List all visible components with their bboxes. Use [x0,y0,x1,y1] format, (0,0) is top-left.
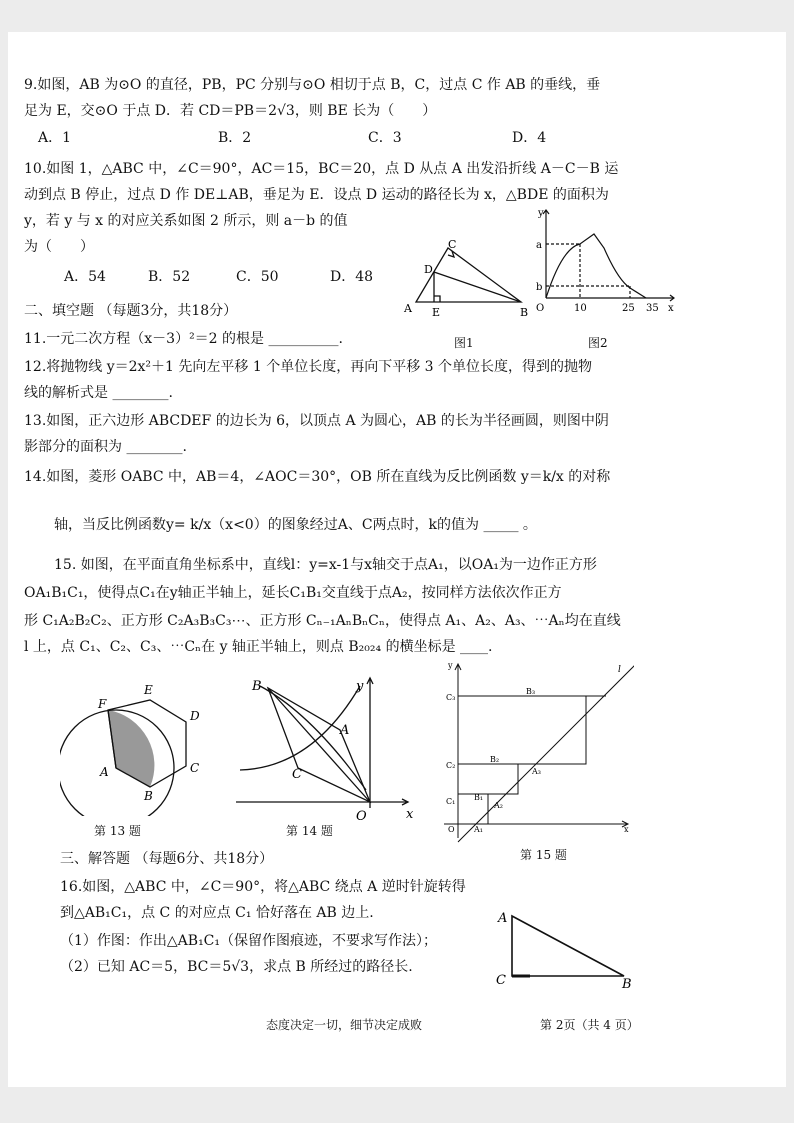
q10-option-d: D．48 [330,269,374,285]
label-x: x [406,807,414,822]
tick-25: 25 [622,303,635,314]
q16-line2: 到△AB₁C₁，点 C 的对应点 C₁ 恰好落在 AB 边上. [60,905,374,921]
q10-option-b: B．52 [148,269,191,285]
label-o: O [448,825,455,834]
q10-fig1-caption: 图1 [454,336,474,350]
label-e: E [144,683,153,697]
q10-option-a: A．54 [64,269,106,285]
q9-option-b: B．2 [218,130,252,146]
q9-line2: 足为 E，交⊙O 于点 D．若 CD＝PB＝2√3，则 BE 长为（ ） [24,103,437,119]
q10-figure1 [396,236,536,328]
label-a-val: a [536,240,542,251]
q11: 11.一元二次方程（x－3）²＝2 的根是 __________. [24,331,343,347]
label-l: l [618,665,621,675]
figure-14 [232,672,422,822]
label-c3: C₃ [446,693,456,702]
label-o: O [356,809,367,822]
q10-figure2 [534,204,680,320]
label-a1: A₁ [474,825,483,834]
q13-line1: 13.如图，正六边形 ABCDEF 的边长为 6，以顶点 A 为圆心，AB 的长为半径画圆，则图中阴 [24,413,609,429]
q9-option-a: A．1 [38,130,72,146]
q12-line2: 线的解析式是 ________. [24,385,173,401]
label-a3: A₃ [532,767,541,776]
section2-heading: 二、填空题 （每题3分，共18分） [24,303,238,319]
q10-line4: 为（ ） [24,239,94,255]
label-f: F [98,697,107,711]
q15-line4: l 上，点 C₁、C₂、C₃、⋯Cₙ在 y 轴正半轴上，则点 B₂₀₂₄ 的横坐标是 ____. [24,639,493,655]
label-e: E [432,306,441,319]
tick-35: 35 [646,303,659,314]
tick-10: 10 [574,303,587,314]
q10-line1: 10.如图 1，△ABC 中，∠C＝90°，AC＝15，BC＝20，点 D 从点 A 出发沿折线 A－C－B 运 [24,161,619,177]
label-b-val: b [536,282,543,293]
label-c: C [292,767,302,782]
q15-line1: 15. 如图，在平面直角坐标系中，直线l：y=x-1与x轴交于点A₁，以OA₁为一边作正方形 [54,557,597,573]
label-c: C [448,238,457,251]
label-d: D [424,263,433,276]
label-y: y [356,679,364,694]
figure-15 [444,656,634,846]
figure-13 [60,676,220,816]
label-b: B [622,977,632,990]
footer-motto: 态度决定一切，细节决定成败 [266,1018,423,1032]
q10-line3: y，若 y 与 x 的对应关系如图 2 所示，则 a－b 的值 [24,213,348,229]
label-origin: O [536,303,545,314]
fig14-caption: 第 14 题 [286,824,333,838]
q12-line1: 12.将抛物线 y＝2x²＋1 先向左平移 1 个单位长度，再向下平移 3 个单位长度，得到的抛物 [24,359,593,375]
label-c: C [496,973,506,988]
label-c2: C₂ [446,761,456,770]
label-b2: B₂ [490,755,500,764]
q10-option-c: C．50 [236,269,279,285]
label-x: x [624,825,629,834]
q9-line1: 9.如图，AB 为⊙O 的直径，PB，PC 分别与⊙O 相切于点 B，C，过点 C 作 AB 的垂线，垂 [24,77,601,93]
q16-part1: （1）作图：作出△AB₁C₁（保留作图痕迹，不要求写作法）； [60,933,438,949]
q9-option-c: C．3 [368,130,402,146]
label-d: D [190,709,200,723]
fig15-caption: 第 15 题 [520,848,567,862]
label-x: x [668,303,674,314]
label-y: y [538,208,544,219]
section3-heading: 三、解答题 （每题6分、共18分） [60,851,274,867]
fig13-caption: 第 13 题 [94,824,141,838]
q16-part2: （2）已知 AC＝5，BC＝5√3，求点 B 所经过的路径长. [60,959,413,975]
label-y: y [448,661,453,670]
label-b3: B₃ [526,687,536,696]
label-b: B [520,306,529,319]
label-b: B [144,789,153,803]
q13-line2: 影部分的面积为 ________. [24,439,187,455]
label-a: A [340,723,350,738]
label-c1: C₁ [446,797,456,806]
q15-line2: OA₁B₁C₁，使得点C₁在y轴正半轴上，延长C₁B₁交直线于点A₂，按同样方法依次作正方 [24,585,562,601]
q14-line1: 14.如图，菱形 OABC 中，AB＝4，∠AOC＝30°，OB 所在直线为反比例函数 y＝k/x 的对称 [24,469,611,485]
footer-page-number: 第 2页（共 4 页） [540,1018,639,1032]
q10-line2: 动到点 B 停止，过点 D 作 DE⊥AB，垂足为 E．设点 D 运动的路径长为 x，△BDE 的面积为 [24,187,609,203]
label-a: A [404,302,412,315]
q9-option-d: D．4 [512,130,547,146]
label-b: B [252,679,262,694]
label-a2: A₂ [494,801,503,810]
q16-line1: 16.如图，△ABC 中，∠C＝90°，将△ABC 绕点 A 逆时针旋转得 [60,879,466,895]
label-c: C [190,761,200,775]
q15-line3: 形 C₁A₂B₂C₂、正方形 C₂A₃B₃C₃⋯、正方形 Cₙ₋₁AₙBₙCₙ，使得点 A₁、A₂、A₃、⋯Aₙ均在直线 [24,613,621,629]
label-a: A [498,911,508,926]
q14-line2: 轴，当反比例函数y= k/x（x<0）的图象经过A、C两点时，k的值为 _____ 。 [54,517,537,533]
label-a: A [100,765,109,779]
q10-fig2-caption: 图2 [588,336,608,350]
label-b1: B₁ [474,793,484,802]
figure-16 [490,904,640,990]
